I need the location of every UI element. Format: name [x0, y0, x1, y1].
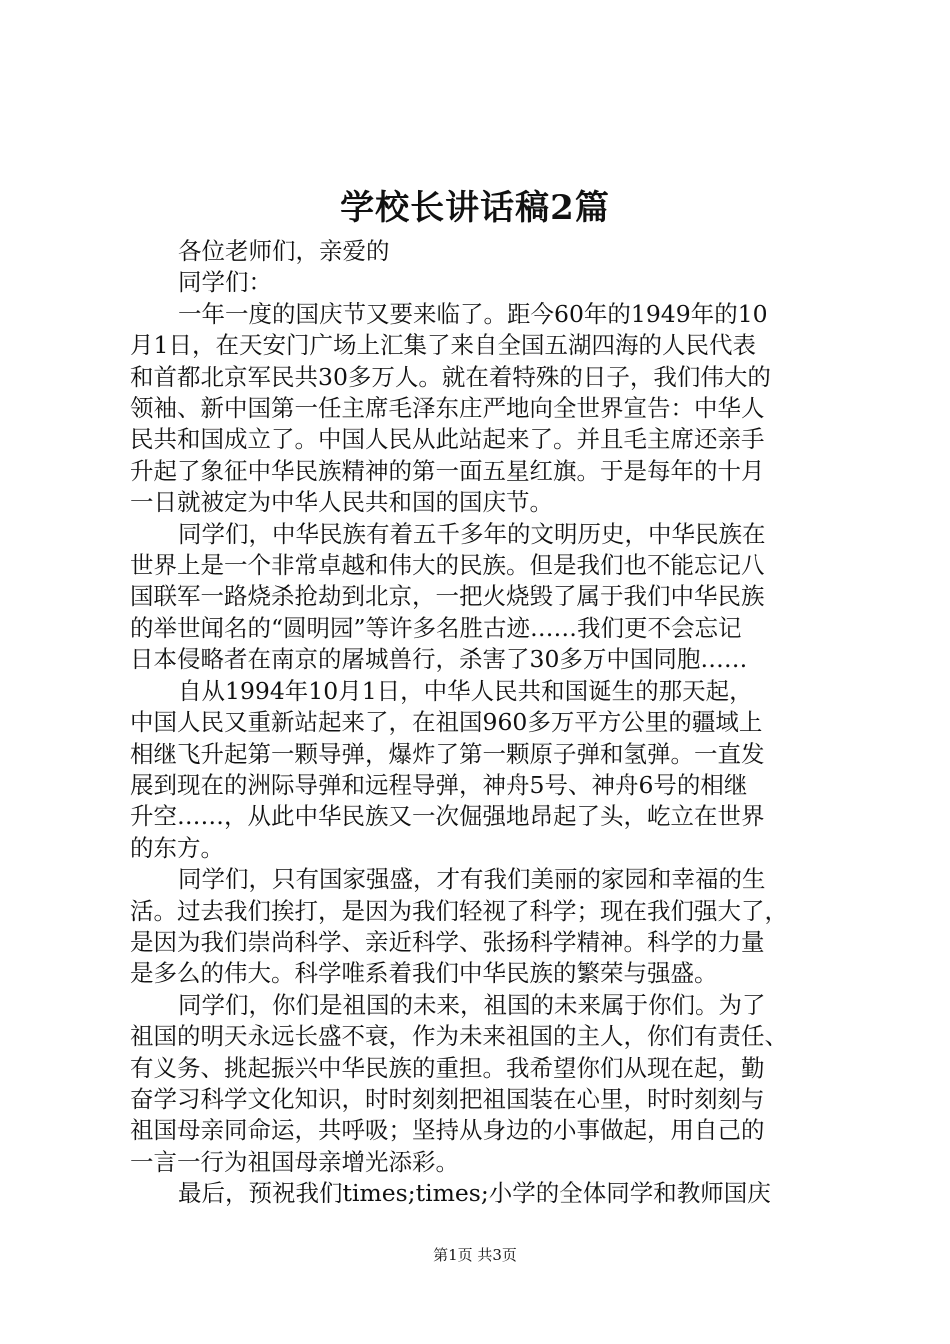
body-line: 一言一行为祖国母亲增光添彩。: [130, 1147, 459, 1176]
body-line: 相继飞升起第一颗导弹，爆炸了第一颗原子弹和氢弹。一直发: [130, 739, 765, 768]
body-line: 领袖、新中国第一任主席毛泽东庄严地向全世界宣告：中华人: [130, 394, 765, 423]
body-line: 升空……，从此中华民族又一次倔强地昂起了头，屹立在世界: [130, 802, 765, 831]
body-line: 各位老师们，亲爱的: [178, 237, 390, 265]
body-line: 同学们，只有国家强盛，才有我们美丽的家园和幸福的生: [178, 865, 766, 894]
document-title: 学校长讲话稿2篇: [340, 188, 610, 228]
body-line: 和首都北京军民共30多万人。就在着特殊的日子，我们伟大的: [130, 362, 771, 391]
document-body: [130, 236, 832, 1210]
body-line: 自从1994年10月1日，中华人民共和国诞生的那天起，: [178, 676, 753, 705]
body-line: 有义务、挑起振兴中华民族的重担。我希望你们从现在起，勤: [130, 1053, 765, 1082]
page-footer: 第1页 共3页: [433, 1246, 517, 1264]
body-line: 祖国的明天永远长盛不衰，作为未来祖国的主人，你们有责任、: [130, 1022, 788, 1051]
body-line: 的东方。: [130, 833, 224, 862]
body-line: 奋学习科学文化知识，时时刻刻把祖国装在心里，时时刻刻与: [130, 1084, 765, 1113]
body-line: 世界上是一个非常卓越和伟大的民族。但是我们也不能忘记八: [130, 551, 765, 580]
body-line: 日本侵略者在南京的屠城兽行，杀害了30多万中国同胞……: [130, 645, 748, 674]
body-line: 中国人民又重新站起来了，在祖国960多万平方公里的疆域上: [130, 708, 763, 737]
body-line: 最后，预祝我们times;times;小学的全体同学和教师国庆: [178, 1179, 771, 1208]
body-line: 同学们：: [178, 268, 272, 297]
body-line: 活。过去我们挨打，是因为我们轻视了科学；现在我们强大了，: [130, 896, 788, 925]
body-line: 升起了象征中华民族精神的第一面五星红旗。于是每年的十月: [130, 456, 765, 485]
body-line: 同学们，你们是祖国的未来，祖国的未来属于你们。为了: [178, 990, 766, 1019]
body-line: 一日就被定为中华人民共和国的国庆节。: [130, 488, 553, 517]
body-line: 民共和国成立了。中国人民从此站起来了。并且毛主席还亲手: [130, 425, 765, 454]
body-line: 展到现在的洲际导弹和远程导弹，神舟5号、神舟6号的相继: [130, 770, 748, 799]
body-line: 月1日，在天安门广场上汇集了来自全国五湖四海的人民代表: [130, 331, 756, 360]
body-line: 的举世闻名的“圆明园”等许多名胜古迹……我们更不会忘记: [130, 613, 742, 642]
body-line: 同学们，中华民族有着五千多年的文明历史，中华民族在: [178, 519, 766, 548]
body-line: 一年一度的国庆节又要来临了。距今60年的1949年的10: [178, 299, 768, 328]
body-line: 是因为我们崇尚科学、亲近科学、张扬科学精神。科学的力量: [130, 927, 765, 956]
body-line: 是多么的伟大。科学唯系着我们中华民族的繁荣与强盛。: [130, 959, 718, 988]
body-line: 国联军一路烧杀抢劫到北京，一把火烧毁了属于我们中华民族: [130, 582, 765, 611]
body-line: 祖国母亲同命运，共呼吸；坚持从身边的小事做起，用自己的: [130, 1116, 765, 1145]
